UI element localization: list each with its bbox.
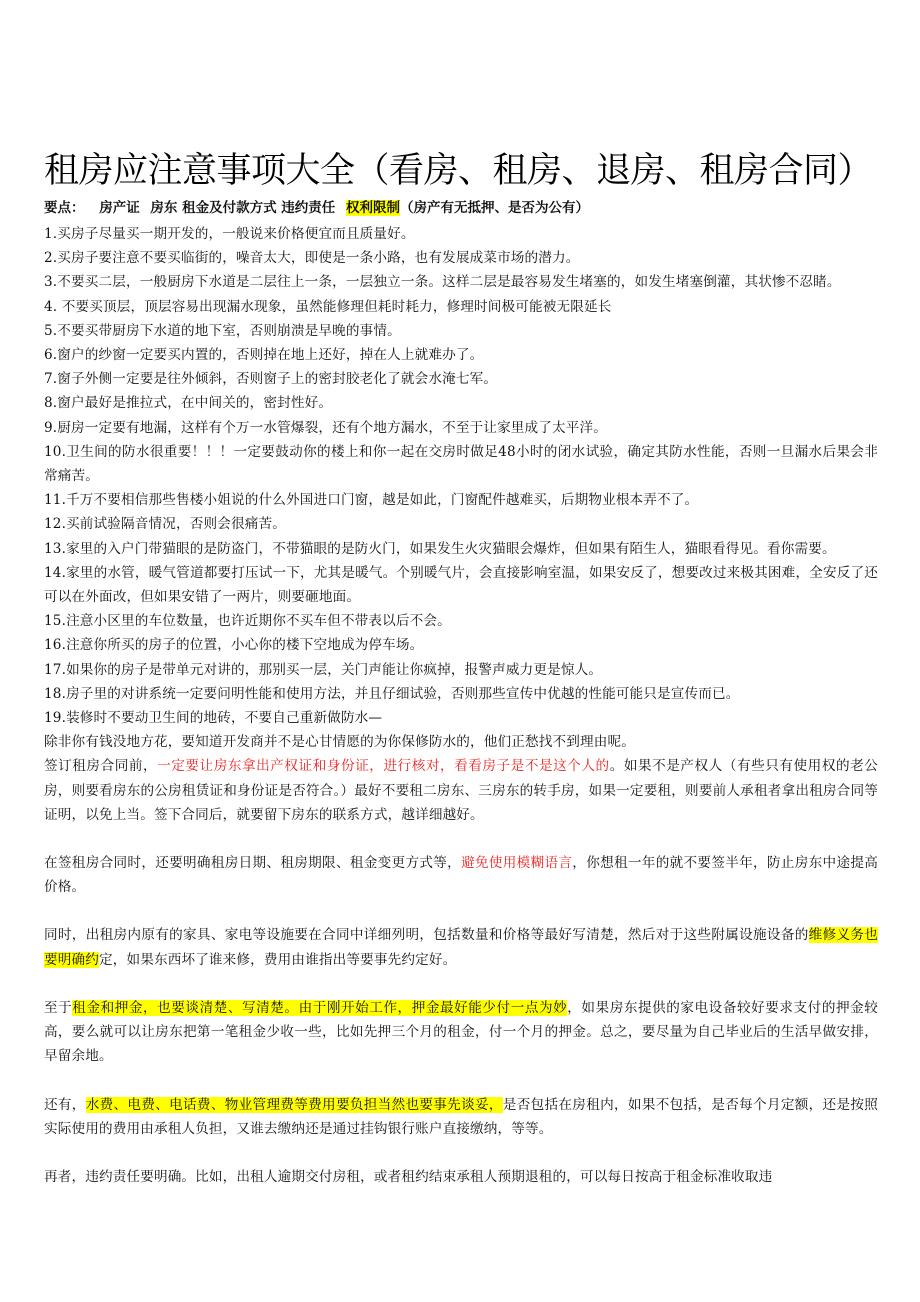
document-title: 租房应注意事项大全（看房、租房、退房、租房合同）	[44, 151, 873, 191]
list-item: 7.窗子外侧一定要是往外倾斜，否则窗子上的密封胶老化了就会水淹七军。	[44, 371, 498, 388]
list-item: 15.注意小区里的车位数量，也许近期你不买车但不带表以后不会。	[44, 613, 451, 630]
contract-paragraph-1	[44, 754, 878, 827]
highlighted-text: 维修义务也要明确约	[44, 927, 878, 968]
contract-paragraph-6: 再者，违约责任要明确。比如，出租人逾期交付房租，或者租约结束承租人预期退租的，可以每日按高于租金标准收取违	[44, 1168, 773, 1185]
list-item: 10.卫生间的防水很重要！！！一定要鼓动你的楼上和你一起在交房时做足48小时的闭水试验，确定其防水性能，否则一旦漏水后果会非常痛苦。	[44, 443, 878, 485]
paragraph-text: 是否包括在房租内，如果不包括，是否每个月定额，还是按照实际使用的费用由承租人负担，又谁去缴纳还是通过挂钩银行账户直接缴纳，等等。	[44, 1096, 879, 1137]
paragraph-text: ，如果房东提供的家电设备较好要求支付的押金较高，要么就可以让房东把第一笔租金少收一些，比如先押三个月的租金，付一个月的押金。总之，要尽量为自己毕业后的生活早做安排，早留余地。	[44, 999, 878, 1065]
paragraph-text: 还有，	[44, 1096, 86, 1113]
list-item: 18.房子里的对讲系统一定要问明性能和使用方法，并且仔细试验，否则那些宣传中优越的性能可能只是宣传而已。	[44, 685, 740, 702]
list-item: 2.买房子要注意不要买临街的，噪音太大，即使是一条小路，也有发展成菜市场的潜力。	[44, 250, 580, 267]
contract-paragraph-3	[44, 923, 878, 971]
list-item: 4. 不要买顶层，顶层容易出现漏水现象，虽然能修理但耗时耗力，修理时间极可能被无限延长	[44, 298, 612, 315]
keypoint-highlight: 权利限制	[346, 200, 401, 216]
paragraph-text: 签订租房合同前，	[44, 758, 158, 775]
list-item: 13.家里的入户门带猫眼的是防盗门，不带猫眼的是防火门，如果发生火灾猫眼会爆炸，但如果有陌生人，猫眼看得见。看你需要。	[44, 540, 836, 557]
paragraph-text: 。如果不是产权人（有些只有使用权的老公房，则要看房东的公房租赁证和身份证是否符合。）最好不要租二房东、三房东的转手房，如果一定要租，则要前人承租者拿出租房合同等证明，以免上当。签下合同后，就要留下房东的联系方式，越详细越好。	[44, 758, 878, 823]
document-body	[44, 222, 878, 1189]
contract-paragraph-5	[44, 1093, 878, 1141]
highlighted-text: 租金和押金，也要谈清楚、写清楚。由于刚开始工作，押金最好能少付一点为妙	[72, 999, 568, 1016]
keypoints-line	[44, 198, 884, 218]
list-item: 1.买房子尽量买一期开发的，一般说来价格便宜而且质量好。	[44, 226, 415, 242]
paragraph-text: ，你想租一年的就不要签半年，防止房东中途提高价格。	[44, 855, 878, 896]
paragraph-text: 同时，出租房内原有的家具、家电等设施要在合同中详细列明，包括数量和价格等最好写清楚，然后对于这些附属设施设备的	[44, 927, 809, 944]
list-item: 17.如果你的房子是带单元对讲的，那别买一层，关门声能让你疯掉，报警声威力更是惊人。	[44, 661, 603, 678]
keypoints-label: 要点：	[44, 200, 85, 216]
paragraph-text: 至于	[44, 999, 73, 1016]
list-item: 除非你有钱没地方花，要知道开发商并不是心甘情愿的为你保修防水的，他们正愁找不到理由呢。	[44, 734, 635, 751]
list-item: 3.不要买二层，一般厨房下水道是二层往上一条，一层独立一条。这样二层是最容易发生堵塞的，如发生堵塞倒灌，其状惨不忍睹。	[44, 274, 841, 291]
keypoint-item: 房东 租金及付款方式 违约责任	[150, 200, 336, 216]
contract-paragraph-4	[44, 996, 878, 1069]
red-emphasis-text: 避免使用模糊语言	[461, 855, 573, 872]
list-item: 9.厨房一定要有地漏，这样有个万一水管爆裂，还有个地方漏水，不至于让家里成了太平洋。	[44, 419, 608, 436]
list-item: 12.买前试验隔音情况，否则会很痛苦。	[44, 516, 286, 533]
paragraph-text: 定，如果东西坏了谁来修，费用由谁指出等要事先约定好。	[98, 951, 457, 968]
keypoint-item: 房产证	[99, 200, 140, 216]
list-item: 5.不要买带厨房下水道的地下室，否则崩溃是早晚的事情。	[44, 322, 401, 339]
red-emphasis-text: 一定要让房东拿出产权证和身份证，进行核对，看看房子是不是这个人的	[157, 758, 610, 775]
contract-paragraph-2	[44, 851, 878, 899]
highlighted-text: 水费、电费、电话费、物业管理费等费用要负担当然也要事先谈妥，	[85, 1096, 503, 1113]
list-item: 19.装修时不要动卫生间的地砖，不要自己重新做防水—	[44, 710, 383, 727]
list-item: 11.千万不要相信那些售楼小姐说的什么外国进口门窗，越是如此，门窗配件越难买，后期物业根本弄不了。	[44, 492, 699, 509]
list-item: 14.家里的水管，暖气管道都要打压试一下，尤其是暖气。个别暖气片，会直接影响室温，如果安反了，想要改过来极其困难，全安反了还可以在外面改，但如果安错了一两片，则要砸地面。	[44, 564, 878, 606]
list-item: 16.注意你所买的房子的位置，小心你的楼下空地成为停车场。	[44, 637, 424, 654]
list-item: 8.窗户最好是推拉式，在中间关的，密封性好。	[44, 395, 333, 412]
paragraph-text: 在签租房合同时，还要明确租房日期、租房期限、租金变更方式等，	[44, 855, 462, 872]
list-item: 6.窗户的纱窗一定要买内置的，否则掉在地上还好，掉在人上就难办了。	[44, 347, 484, 364]
keypoint-note: （房产有无抵押、是否为公有）	[400, 200, 590, 216]
